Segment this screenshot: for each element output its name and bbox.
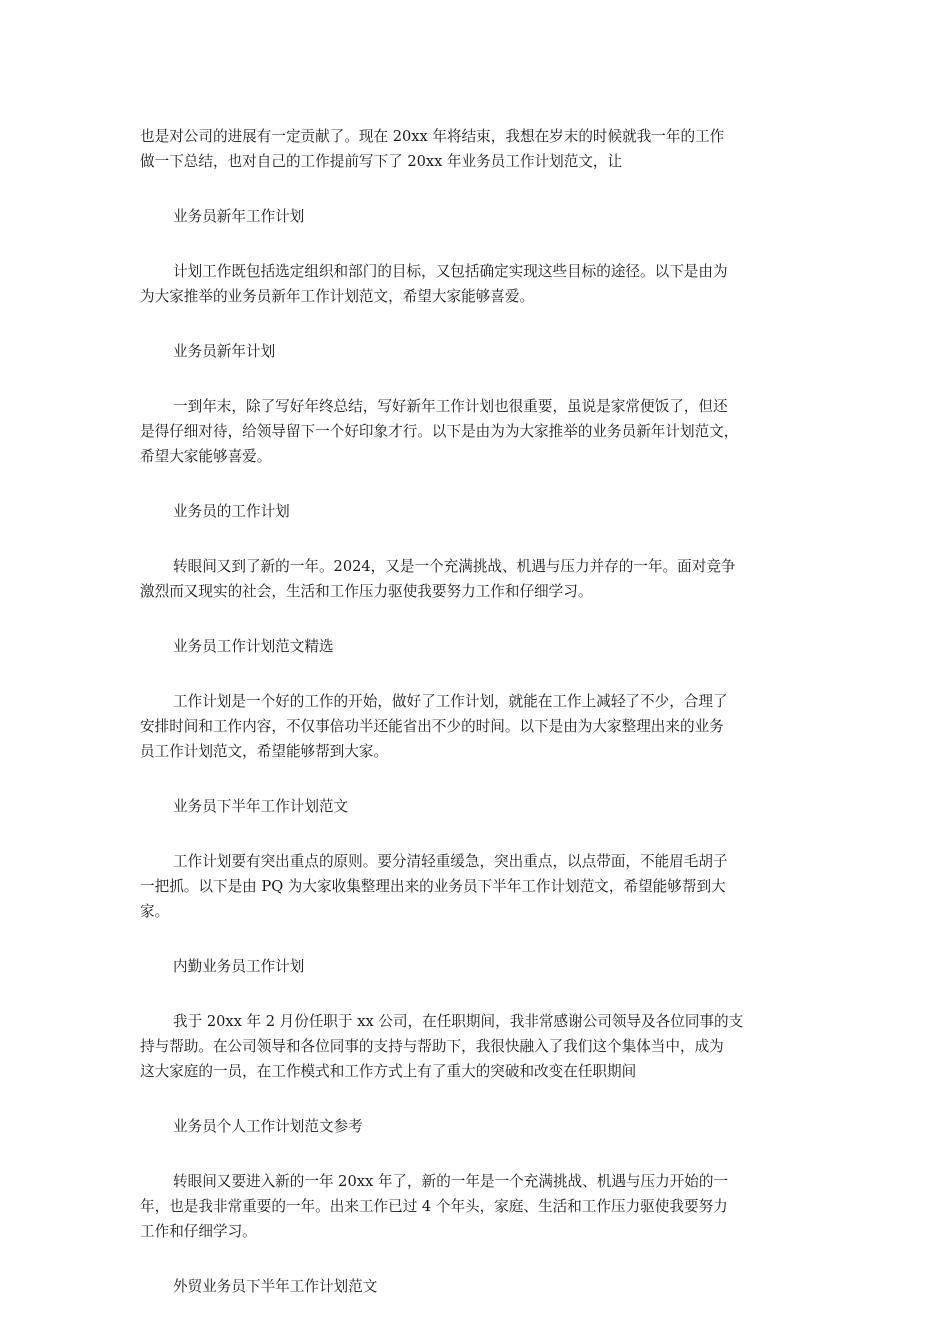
paragraph-line: 一把抓。以下是由 PQ 为大家收集整理出来的业务员下半年工作计划范文，希望能够帮到大 [140,878,726,895]
paragraph-line: 激烈而又现实的社会，生活和工作压力驱使我要努力工作和仔细学习。 [140,583,593,600]
section-heading: 业务员新年计划 [173,343,276,360]
paragraph-line: 是得仔细对待，给领导留下一个好印象才行。以下是由为为大家推举的业务员新年计划范文， [140,423,739,440]
section-heading: 内勤业务员工作计划 [173,958,305,975]
paragraph [140,1009,812,1084]
paragraph-line: 年，也是我非常重要的一年。出来工作已过 4 个年头，家庭、生活和工作压力驱使我要努力 [140,1198,728,1215]
paragraph [140,849,812,924]
paragraph [140,1169,812,1244]
paragraph-line: 工作计划要有突出重点的原则。要分清轻重缓急，突出重点，以点带面，不能眉毛胡子 [173,853,728,870]
paragraph-line: 家。 [140,903,170,920]
paragraph-line: 安排时间和工作内容，不仅事倍功半还能省出不少的时间。以下是由为大家整理出来的业务 [140,718,724,735]
section-heading: 业务员新年工作计划 [173,208,305,225]
paragraph [140,259,812,309]
paragraph-line: 我于 20xx 年 2 月份任职于 xx 公司，在任职期间，我非常感谢公司领导及各位同事的支 [173,1013,744,1030]
paragraph-line: 一到年末，除了写好年终总结，写好新年工作计划也很重要，虽说是家常便饭了，但还 [173,398,728,415]
paragraph-line: 持与帮助。在公司领导和各位同事的支持与帮助下，我很快融入了我们这个集体当中，成为 [140,1038,724,1055]
paragraph-intro [140,124,812,174]
paragraph-line: 转眼间又要进入新的一年 20xx 年了，新的一年是一个充满挑战、机遇与压力开始的一 [173,1173,729,1190]
document-body [140,124,812,1299]
paragraph [140,689,812,764]
paragraph-line: 员工作计划范文，希望能够帮到大家。 [140,743,389,760]
paragraph-line: 做一下总结，也对自己的工作提前写下了 20xx 年业务员工作计划范文，让 [140,153,623,170]
paragraph [140,394,812,469]
paragraph-line: 希望大家能够喜爱。 [140,448,272,465]
section-heading: 外贸业务员下半年工作计划范文 [173,1278,378,1295]
paragraph-line: 为大家推举的业务员新年工作计划范文，希望大家能够喜爱。 [140,288,535,305]
paragraph [140,554,812,604]
paragraph-line: 工作和仔细学习。 [140,1223,257,1240]
section-heading: 业务员下半年工作计划范文 [173,798,349,815]
paragraph-line: 工作计划是一个好的工作的开始，做好了工作计划，就能在工作上减轻了不少，合理了 [173,693,728,710]
section-heading: 业务员工作计划范文精选 [173,638,334,655]
section-heading: 业务员的工作计划 [173,503,290,520]
section-heading: 业务员个人工作计划范文参考 [173,1118,363,1135]
paragraph-line: 这大家庭的一员，在工作模式和工作方式上有了重大的突破和改变在任职期间 [140,1063,637,1080]
paragraph-line: 转眼间又到了新的一年。2024，又是一个充满挑战、机遇与压力并存的一年。面对竞争 [173,558,736,575]
paragraph-line: 也是对公司的进展有一定贡献了。现在 20xx 年将结束，我想在岁末的时候就我一年的工作 [140,128,725,145]
paragraph-line: 计划工作既包括选定组织和部门的目标，又包括确定实现这些目标的途径。以下是由为 [173,263,728,280]
